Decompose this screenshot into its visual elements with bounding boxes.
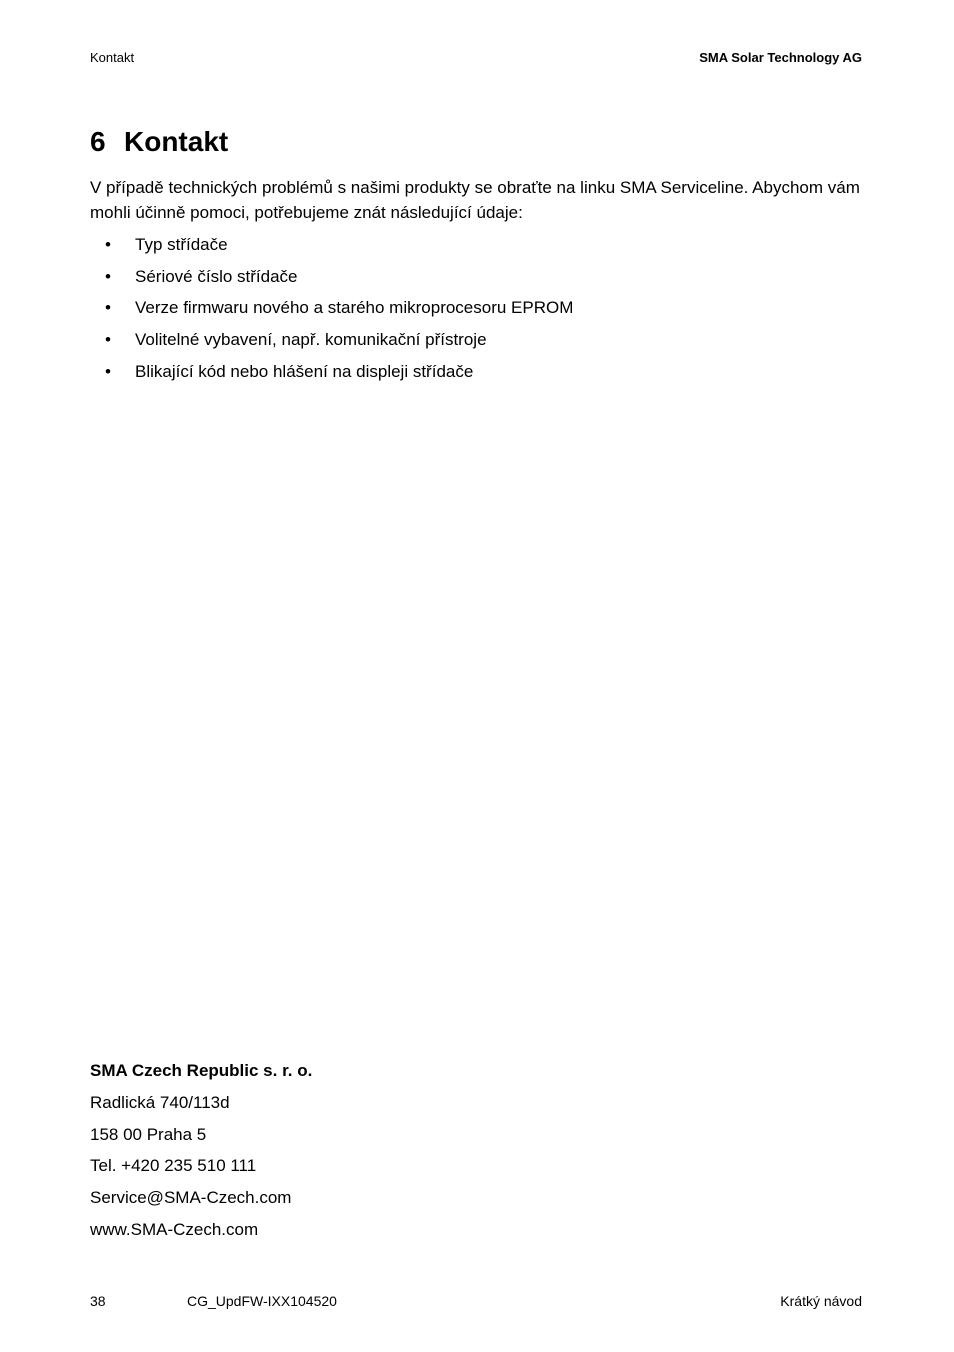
contact-email: Service@SMA-Czech.com (90, 1188, 292, 1208)
list-item-text: Typ střídače (135, 235, 228, 254)
list-item-text: Volitelné vybavení, např. komunikační přístroje (135, 330, 487, 350)
contact-website: www.SMA-Czech.com (90, 1219, 259, 1239)
contact-block (90, 1058, 312, 1249)
list-item (90, 232, 573, 264)
document-type: Krátký návod (780, 1293, 862, 1309)
contact-phone: Tel. +420 235 510 111 (90, 1156, 257, 1176)
bullet-icon: • (105, 330, 111, 350)
list-item-text: Sériové číslo střídače (135, 266, 298, 286)
running-header-section: Kontakt (90, 50, 135, 65)
running-header-company: SMA Solar Technology AG (699, 50, 862, 65)
page-number: 38 (90, 1293, 106, 1309)
intro-paragraph: V případě technických problémů s našimi produkty se obraťte na linku SMA Serviceline. Abychom vám mohli účinně pomoci, potřebujeme znát následující údaje: (90, 178, 860, 222)
list-item-text: Blikající kód nebo hlášení na displeji střídače (135, 361, 474, 381)
bullet-icon: • (105, 235, 111, 254)
bullet-icon: • (105, 298, 111, 318)
list-item-text: Verze firmwaru nového a starého mikroprocesoru EPROM (135, 298, 574, 318)
contact-company: SMA Czech Republic s. r. o. (90, 1061, 313, 1080)
chapter-title-text: Kontakt (124, 126, 229, 157)
bullet-icon: • (105, 266, 111, 286)
chapter-number: 6 (90, 126, 106, 157)
required-info-list (90, 232, 573, 390)
list-item (90, 359, 573, 391)
document-code: CG_UpdFW-IXX104520 (187, 1293, 337, 1309)
list-item (90, 327, 573, 359)
contact-street: Radlická 740/113d (90, 1092, 230, 1112)
contact-city: 158 00 Praha 5 (90, 1124, 207, 1144)
list-item (90, 264, 573, 296)
list-item (90, 295, 573, 327)
chapter-title (90, 123, 228, 161)
bullet-icon: • (105, 361, 111, 381)
